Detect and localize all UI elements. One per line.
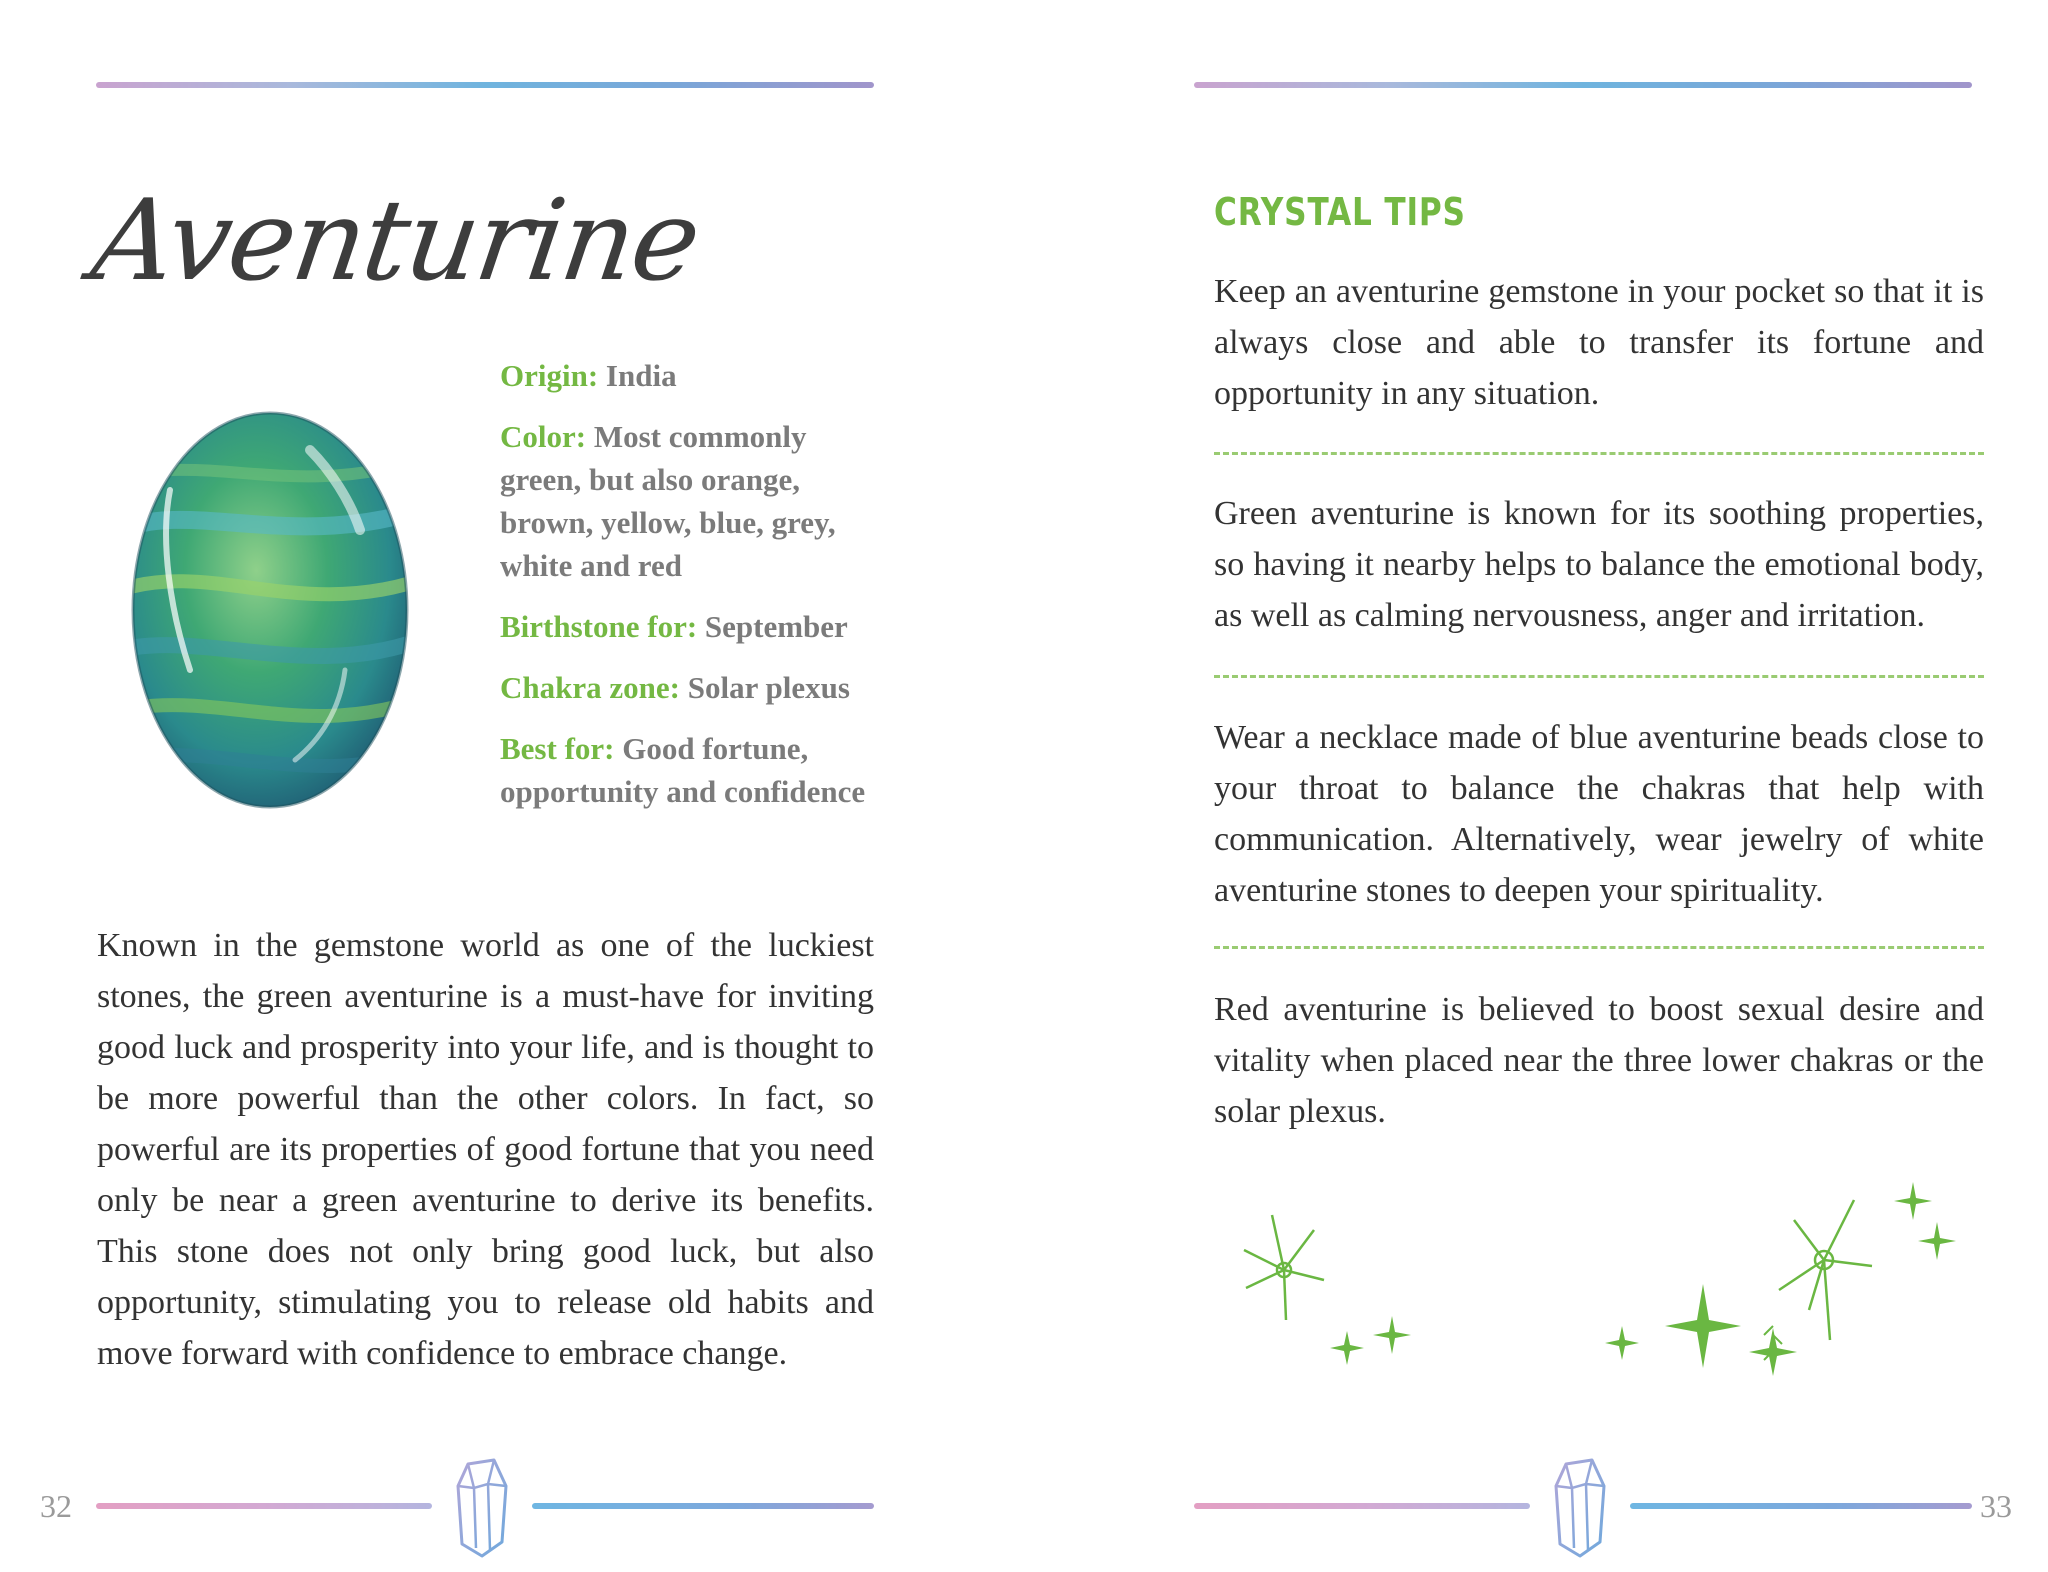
fact-origin: Origin: India bbox=[500, 358, 677, 393]
crystal-tips-heading: CRYSTAL TIPS bbox=[1214, 190, 1466, 234]
crystal-icon bbox=[454, 1456, 510, 1560]
page-title: Aventurine bbox=[84, 176, 707, 306]
footer-rule-right bbox=[1630, 1503, 1972, 1509]
tip-paragraph: Wear a necklace made of blue aventurine beads close to your throat to balance the chakras that help with communication. Alternatively, wear jewelry of white aventurine stones to deepen your spirituality. bbox=[1214, 719, 1984, 909]
top-decorative-rule bbox=[96, 82, 874, 88]
sparkle-icon bbox=[1224, 1170, 1984, 1390]
fact-chakra-zone: Chakra zone: Solar plexus bbox=[500, 670, 850, 705]
page-number: 33 bbox=[1980, 1488, 2012, 1524]
footer-rule-right bbox=[532, 1503, 874, 1509]
fact-birthstone: Birthstone for: September bbox=[500, 609, 848, 644]
footer-rule-left bbox=[96, 1503, 432, 1509]
fact-color: Color: Most commonly green, but also orange, brown, yellow, blue, grey, white and red bbox=[500, 419, 836, 583]
crystal-facts bbox=[500, 354, 880, 831]
tip-paragraph: Keep an aventurine gemstone in your pocket so that it is always close and able to transfer its fortune and opportunity in any situation. bbox=[1214, 273, 1984, 412]
aventurine-gem-illustration bbox=[130, 410, 410, 810]
body-paragraph: Known in the gemstone world as one of the luckiest stones, the green aventurine is a must-have for inviting good luck and prosperity into your life, and is thought to be more powerful than the other colors. In fact, so powerful are its properties of good fortune that you need only be near a green aventurine to derive its benefits. This stone does not only bring good luck, but also opportunity, stimulating you to release old habits and move forward with confidence to embrace change. bbox=[97, 927, 874, 1372]
footer-rule-left bbox=[1194, 1503, 1530, 1509]
right-page bbox=[1024, 0, 2048, 1572]
dashed-divider bbox=[1214, 946, 1984, 949]
dashed-divider bbox=[1214, 452, 1984, 455]
fact-best-for: Best for: Good fortune, opportunity and confidence bbox=[500, 731, 866, 809]
tip-paragraph: Green aventurine is known for its soothing properties, so having it nearby helps to balance the emotional body, as well as calming nervousness, anger and irritation. bbox=[1214, 495, 1984, 634]
top-decorative-rule bbox=[1194, 82, 1972, 88]
crystal-icon bbox=[1552, 1456, 1608, 1560]
dashed-divider bbox=[1214, 675, 1984, 678]
page-number: 32 bbox=[40, 1488, 72, 1524]
tip-paragraph: Red aventurine is believed to boost sexual desire and vitality when placed near the three lower chakras or the solar plexus. bbox=[1214, 991, 1984, 1130]
